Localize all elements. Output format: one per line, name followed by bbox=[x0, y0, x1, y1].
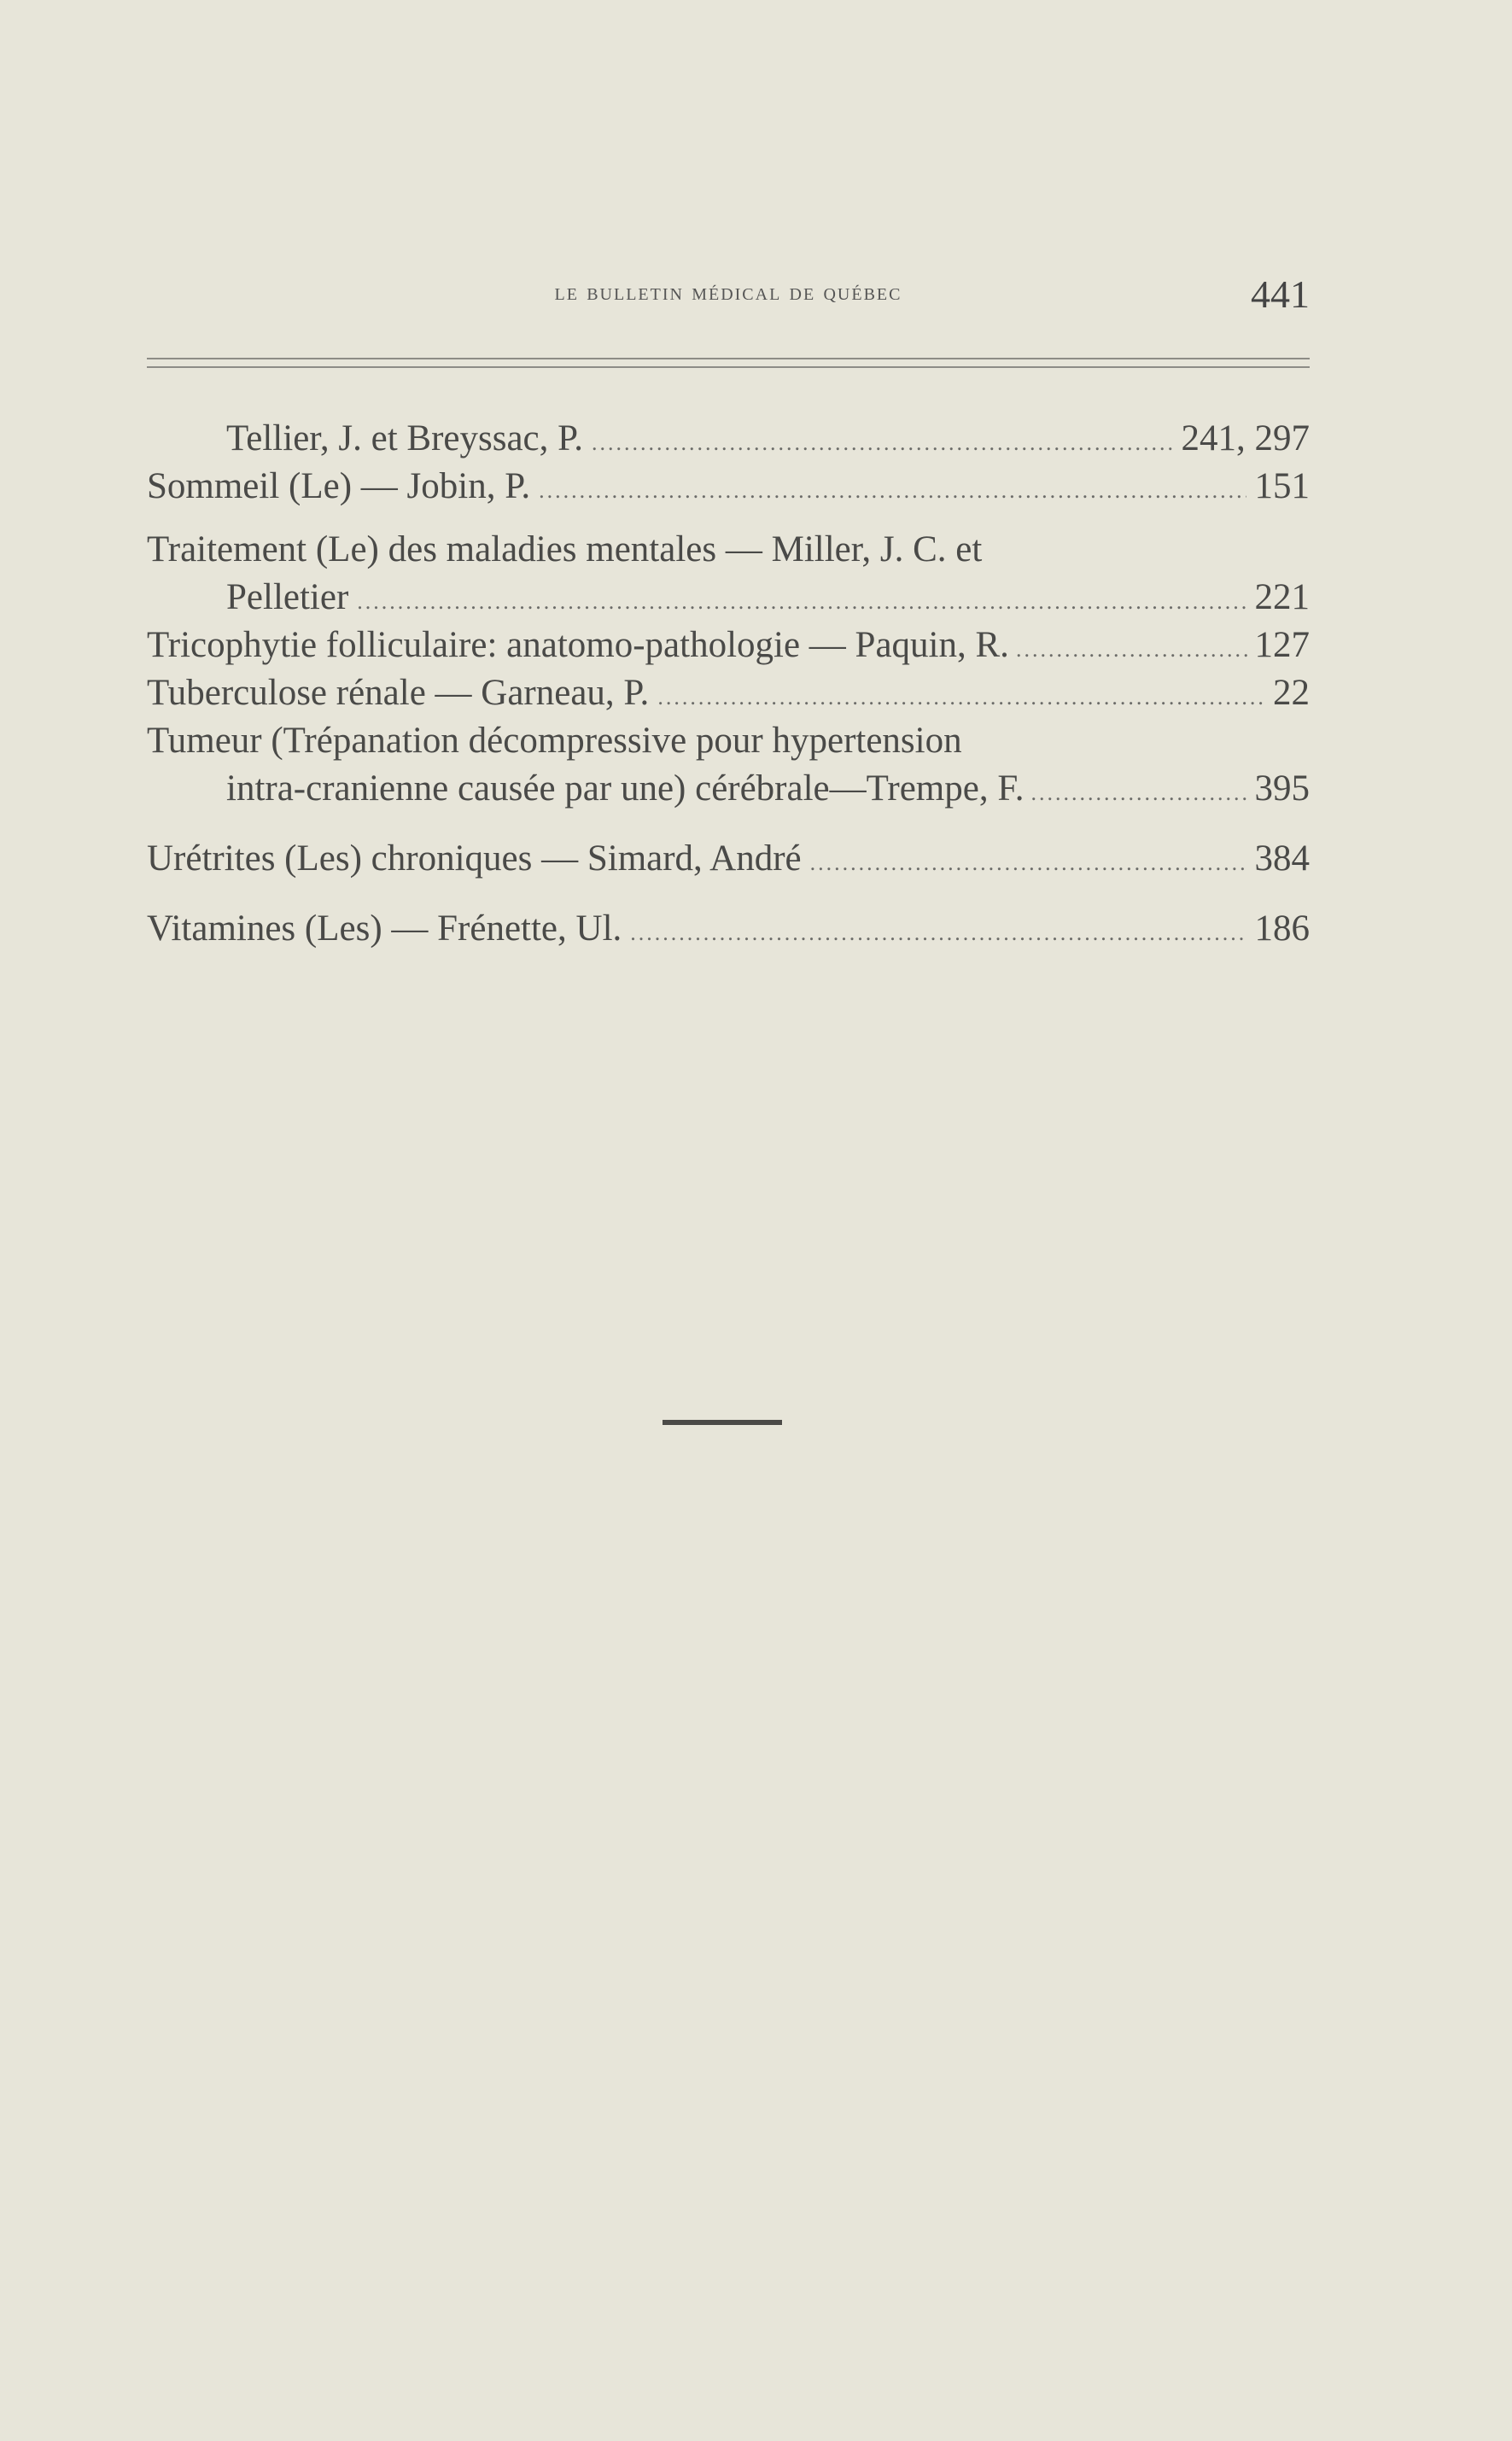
entry-pages: 151 bbox=[1254, 466, 1310, 506]
entry-text: Sommeil (Le) — Jobin, P. bbox=[147, 466, 531, 506]
entry-text: Tumeur (Trépanation décompressive pour hypertension bbox=[147, 721, 962, 761]
dot-leader bbox=[657, 674, 1264, 721]
entry-pages: 22 bbox=[1273, 673, 1310, 713]
dot-leader bbox=[1016, 626, 1248, 674]
index-entry bbox=[147, 415, 1310, 463]
entry-text: Vitamines (Les) — Frénette, Ul. bbox=[147, 908, 622, 949]
entry-pages: 395 bbox=[1254, 768, 1310, 809]
index-entry bbox=[147, 905, 1310, 953]
entry-text-continued: intra-cranienne causée par une) cérébrale—Trempe, F. bbox=[226, 768, 1025, 809]
index-entry bbox=[147, 622, 1310, 669]
entry-pages: 241, 297 bbox=[1181, 418, 1310, 458]
entry-text-continued: Pelletier bbox=[226, 577, 349, 617]
dot-leader bbox=[357, 578, 1246, 626]
entry-text: Tellier, J. et Breyssac, P. bbox=[226, 418, 584, 458]
header-rule-bottom bbox=[147, 366, 1310, 368]
entry-text: Tuberculose rénale — Garneau, P. bbox=[147, 673, 650, 713]
entry-text: Tricophytie folliculaire: anatomo-pathologie — Paquin, R. bbox=[147, 625, 1009, 665]
dot-leader bbox=[630, 909, 1246, 957]
entry-pages: 127 bbox=[1254, 625, 1310, 665]
page-number: 441 bbox=[1251, 272, 1310, 316]
dot-leader bbox=[1031, 769, 1248, 817]
index-entry bbox=[147, 463, 1310, 511]
entry-text: Traitement (Le) des maladies mentales — Miller, J. C. et bbox=[147, 529, 983, 569]
index-entry bbox=[147, 835, 1310, 883]
entry-pages: 186 bbox=[1254, 908, 1310, 949]
index-entries bbox=[147, 415, 1310, 953]
header-rule-top bbox=[147, 358, 1310, 359]
dot-leader bbox=[810, 839, 1246, 887]
dot-leader bbox=[592, 419, 1172, 467]
entry-pages: 221 bbox=[1254, 577, 1310, 617]
entry-pages: 384 bbox=[1254, 838, 1310, 879]
end-rule bbox=[663, 1420, 782, 1425]
index-entry bbox=[147, 669, 1310, 717]
index-entry bbox=[147, 717, 1310, 813]
running-title: le bulletin médical de québec bbox=[554, 278, 902, 306]
dot-leader bbox=[539, 467, 1246, 515]
entry-text: Urétrites (Les) chroniques — Simard, André bbox=[147, 838, 802, 879]
running-header bbox=[147, 272, 1310, 323]
index-entry bbox=[147, 526, 1310, 622]
